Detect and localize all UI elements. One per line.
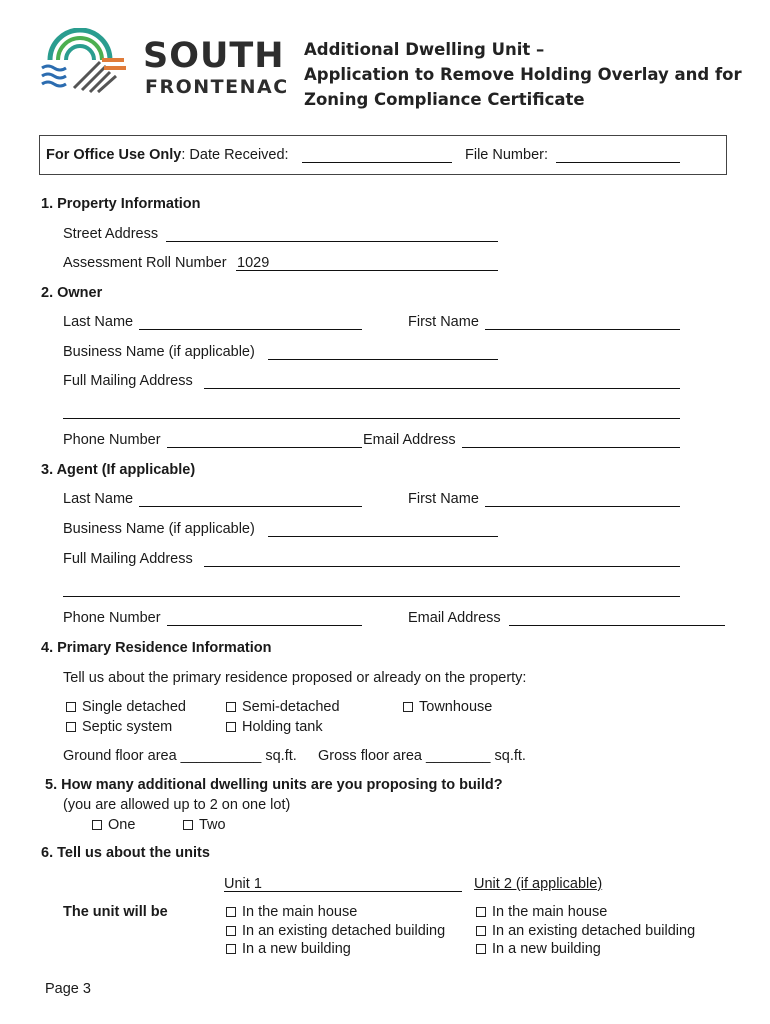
option-semi-detached[interactable] bbox=[226, 699, 340, 715]
checkbox-icon[interactable] bbox=[476, 944, 486, 954]
unit-2-option-main-house[interactable] bbox=[476, 904, 607, 920]
street-address-label: Street Address bbox=[63, 226, 159, 242]
roll-number-label: Assessment Roll Number bbox=[63, 255, 227, 271]
date-received-field[interactable] bbox=[302, 162, 452, 163]
owner-business-field[interactable] bbox=[268, 359, 498, 360]
option-townhouse[interactable] bbox=[403, 699, 492, 715]
option-label: Single detached bbox=[82, 699, 186, 715]
checkbox-icon[interactable] bbox=[226, 702, 236, 712]
option-one-unit[interactable] bbox=[92, 817, 135, 833]
checkbox-icon[interactable] bbox=[226, 944, 236, 954]
section-2-heading: 2. Owner bbox=[41, 285, 103, 301]
checkbox-icon[interactable] bbox=[226, 907, 236, 917]
option-two-units[interactable] bbox=[183, 817, 226, 833]
checkbox-icon[interactable] bbox=[226, 722, 236, 732]
section-1-heading: 1. Property Information bbox=[41, 196, 201, 212]
agent-mailing-field-1[interactable] bbox=[204, 566, 680, 567]
unit-2-header: Unit 2 (if applicable) bbox=[474, 876, 603, 892]
option-label: One bbox=[108, 817, 136, 833]
unit-1-header: Unit 1 bbox=[224, 876, 262, 892]
agent-email-field[interactable] bbox=[509, 625, 725, 626]
form-title-line-3: Zoning Compliance Certificate bbox=[304, 90, 585, 109]
option-label: Semi-detached bbox=[242, 699, 340, 715]
roll-number-field[interactable] bbox=[236, 270, 498, 271]
section-5-note: (you are allowed up to 2 on one lot) bbox=[63, 797, 291, 813]
option-label: In the main house bbox=[492, 904, 608, 920]
file-number-field[interactable] bbox=[556, 162, 680, 163]
unit-1-option-existing-building[interactable] bbox=[226, 923, 445, 939]
agent-last-name-field[interactable] bbox=[139, 506, 362, 507]
agent-first-name-label: First Name bbox=[408, 491, 479, 507]
office-use-label bbox=[46, 147, 289, 163]
unit-1-option-main-house[interactable] bbox=[226, 904, 357, 920]
file-number-label: File Number: bbox=[465, 147, 548, 163]
option-label: In an existing detached building bbox=[492, 923, 696, 939]
option-label: In an existing detached building bbox=[242, 923, 446, 939]
agent-email-label: Email Address bbox=[408, 610, 501, 626]
owner-first-name-label: First Name bbox=[408, 314, 479, 330]
ground-floor-area[interactable]: Ground floor area __________ sq.ft. bbox=[63, 748, 297, 764]
street-address-field[interactable] bbox=[166, 241, 498, 242]
roll-number-value[interactable]: 1029 bbox=[237, 255, 270, 271]
checkbox-icon[interactable] bbox=[66, 702, 76, 712]
agent-business-label: Business Name (if applicable) bbox=[63, 521, 255, 537]
owner-email-label: Email Address bbox=[363, 432, 456, 448]
date-received-label: : Date Received: bbox=[181, 147, 289, 163]
owner-business-label: Business Name (if applicable) bbox=[63, 344, 255, 360]
checkbox-icon[interactable] bbox=[476, 926, 486, 936]
agent-last-name-label: Last Name bbox=[63, 491, 134, 507]
option-single-detached[interactable] bbox=[66, 699, 186, 715]
owner-mailing-label: Full Mailing Address bbox=[63, 373, 193, 389]
checkbox-icon[interactable] bbox=[476, 907, 486, 917]
unit-location-label: The unit will be bbox=[63, 904, 168, 920]
page-number: Page 3 bbox=[45, 981, 91, 997]
checkbox-icon[interactable] bbox=[66, 722, 76, 732]
option-label: Holding tank bbox=[242, 719, 323, 735]
owner-email-field[interactable] bbox=[462, 447, 680, 448]
section-6-heading: 6. Tell us about the units bbox=[41, 845, 210, 861]
unit-2-option-new-building[interactable] bbox=[476, 941, 601, 957]
gross-floor-area[interactable]: Gross floor area ________ sq.ft. bbox=[318, 748, 526, 764]
office-use-title: For Office Use Only bbox=[46, 147, 182, 163]
option-label: In a new building bbox=[492, 941, 601, 957]
owner-phone-field[interactable] bbox=[167, 447, 362, 448]
owner-mailing-field-1[interactable] bbox=[204, 388, 680, 389]
agent-business-field[interactable] bbox=[268, 536, 498, 537]
logo-wordmark-frontenac: FRONTENAC bbox=[145, 76, 289, 98]
residence-prompt: Tell us about the primary residence proposed or already on the property: bbox=[63, 670, 527, 686]
option-label: In a new building bbox=[242, 941, 351, 957]
checkbox-icon[interactable] bbox=[226, 926, 236, 936]
unit-2-option-existing-building[interactable] bbox=[476, 923, 695, 939]
agent-phone-field[interactable] bbox=[167, 625, 362, 626]
logo-mark-icon bbox=[40, 28, 140, 98]
unit-1-option-new-building[interactable] bbox=[226, 941, 351, 957]
option-label: In the main house bbox=[242, 904, 358, 920]
form-title-line-2: Application to Remove Holding Overlay and for bbox=[304, 65, 742, 84]
option-septic-system[interactable] bbox=[66, 719, 172, 735]
municipality-logo bbox=[40, 28, 140, 98]
option-label: Two bbox=[199, 817, 226, 833]
owner-last-name-label: Last Name bbox=[63, 314, 134, 330]
owner-phone-label: Phone Number bbox=[63, 432, 161, 448]
section-5-heading: 5. How many additional dwelling units are you proposing to build? bbox=[45, 777, 503, 793]
unit-1-underline bbox=[224, 891, 462, 892]
option-holding-tank[interactable] bbox=[226, 719, 323, 735]
owner-mailing-field-2[interactable] bbox=[63, 418, 680, 419]
owner-last-name-field[interactable] bbox=[139, 329, 362, 330]
owner-first-name-field[interactable] bbox=[485, 329, 680, 330]
logo-wordmark-south: SOUTH bbox=[143, 36, 285, 76]
option-label: Septic system bbox=[82, 719, 173, 735]
agent-first-name-field[interactable] bbox=[485, 506, 680, 507]
section-4-heading: 4. Primary Residence Information bbox=[41, 640, 272, 656]
agent-mailing-field-2[interactable] bbox=[63, 596, 680, 597]
form-title-line-1: Additional Dwelling Unit – bbox=[304, 40, 545, 59]
checkbox-icon[interactable] bbox=[92, 820, 102, 830]
agent-mailing-label: Full Mailing Address bbox=[63, 551, 193, 567]
checkbox-icon[interactable] bbox=[183, 820, 193, 830]
section-3-heading: 3. Agent (If applicable) bbox=[41, 462, 196, 478]
agent-phone-label: Phone Number bbox=[63, 610, 161, 626]
checkbox-icon[interactable] bbox=[403, 702, 413, 712]
option-label: Townhouse bbox=[419, 699, 493, 715]
